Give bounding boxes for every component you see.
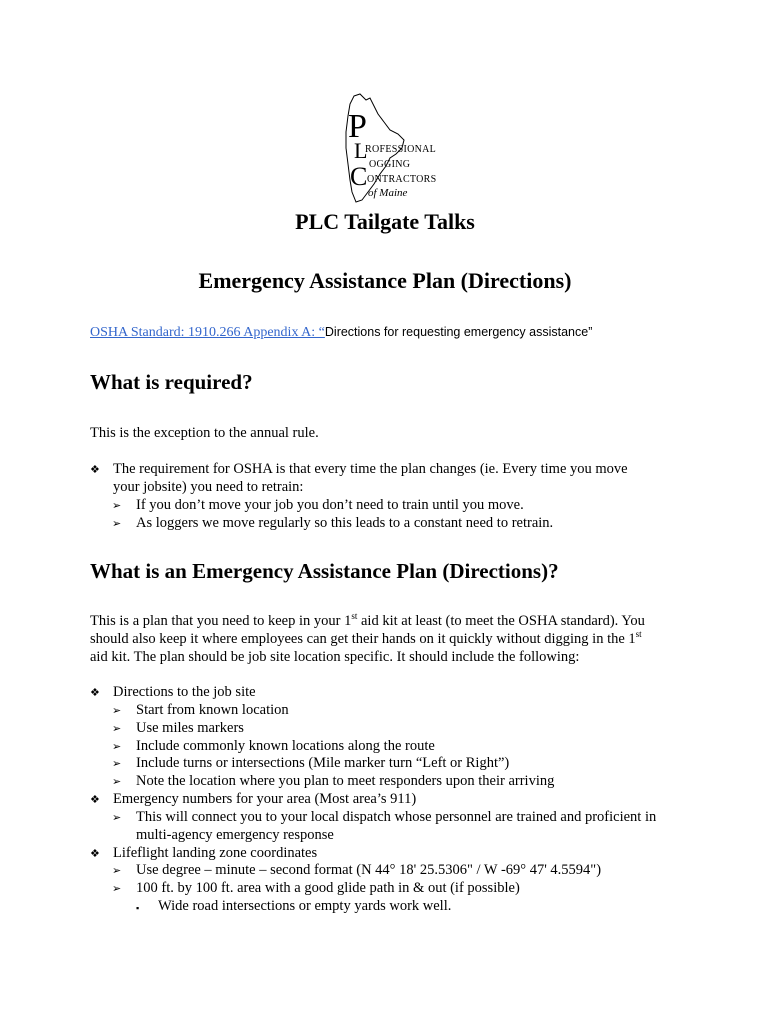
plc-logo: [340, 92, 440, 204]
page-title: PLC Tailgate Talks: [295, 209, 475, 234]
logo-letter-c: C: [350, 162, 368, 191]
osha-standard-link[interactable]: OSHA Standard: 1910.266 Appendix A: “: [90, 325, 325, 340]
arrow-bullet-icon: ➢: [112, 865, 122, 877]
arrow-bullet-icon: ➢: [112, 500, 122, 512]
osha-reference: [90, 325, 592, 341]
logo-of-maine: of Maine: [368, 187, 408, 199]
page-subtitle: Emergency Assistance Plan (Directions): [198, 268, 572, 293]
arrow-bullet-icon: ➢: [112, 883, 122, 895]
logo-letter-p: P: [348, 108, 367, 145]
arrow-bullet-icon: ➢: [112, 776, 122, 788]
arrow-bullet-icon: ➢: [112, 812, 122, 824]
osha-directions-text: Directions for requesting emergency assistance”: [324, 325, 593, 339]
diamond-bullet-icon: ❖: [90, 464, 100, 476]
diamond-bullet-icon: ❖: [90, 848, 100, 860]
logo-word-ogging: OGGING: [369, 159, 411, 170]
section-heading-what-is-plan: What is an Emergency Assistance Plan (Directions)?: [90, 559, 559, 583]
arrow-bullet-icon: ➢: [112, 723, 122, 735]
arrow-bullet-icon: ➢: [112, 518, 122, 530]
section2-paragraph: This is a plan that you need to keep in your 1st aid kit at least (to meet the OSHA standard). You should also keep it where employees can get their hands on it quickly without digging in the 1st aid kit. The plan should be job site location specific. It should include the following:: [90, 611, 645, 665]
arrow-bullet-icon: ➢: [112, 758, 122, 770]
arrow-bullet-icon: ➢: [112, 705, 122, 717]
arrow-bullet-icon: ➢: [112, 741, 122, 753]
square-bullet-icon: ▪: [136, 903, 140, 913]
diamond-bullet-icon: ❖: [90, 794, 100, 806]
section-heading-what-is-required: What is required?: [90, 370, 253, 394]
logo-word-ontractors: ONTRACTORS: [367, 174, 437, 185]
logo-letter-l: L: [354, 138, 368, 163]
section1-intro: This is the exception to the annual rule.: [90, 425, 319, 441]
logo-word-rofessional: ROFESSIONAL: [365, 144, 437, 155]
diamond-bullet-icon: ❖: [90, 687, 100, 699]
